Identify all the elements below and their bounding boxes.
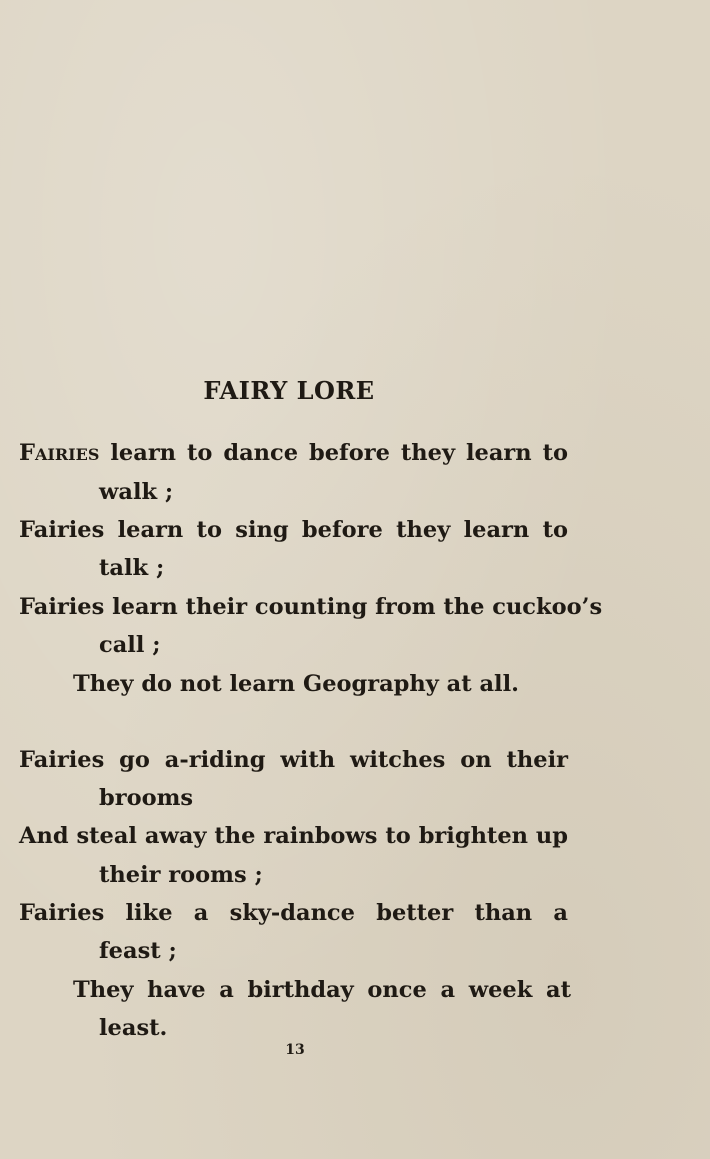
stanza1-line3-continuation: call ; <box>99 632 161 658</box>
stanza2-line3-continuation: feast ; <box>99 938 177 964</box>
stanza2-line3: Fairies like a sky-dance better than a <box>19 900 568 926</box>
stanza2-line1-continuation: brooms <box>99 785 194 811</box>
drop-word: Fairies <box>19 440 100 466</box>
stanza1-line1-continuation: walk ; <box>99 479 174 505</box>
stanza2-line1: Fairies go a-riding with witches on their <box>19 747 568 773</box>
stanza1-line1-rest: learn to dance before they learn to <box>99 440 568 466</box>
stanza2-line2: And steal away the rainbows to brighten up <box>19 823 568 849</box>
page-number: 13 <box>285 1042 305 1058</box>
stanza2-line4-continuation: least. <box>99 1015 168 1041</box>
stanza1-line2-continuation: talk ; <box>99 555 165 581</box>
stanza1-line3: Fairies learn their counting from the cuckoo’s <box>19 594 603 620</box>
stanza1-line1 <box>19 438 568 468</box>
stanza1-line2: Fairies learn to sing before they learn to <box>19 517 568 543</box>
stanza2-line2-continuation: their rooms ; <box>99 862 263 888</box>
stanza2-line4: They have a birthday once a week at <box>73 977 571 1003</box>
stanza1-line4: They do not learn Geography at all. <box>73 671 519 697</box>
poem-title: FAIRY LORE <box>203 376 375 405</box>
